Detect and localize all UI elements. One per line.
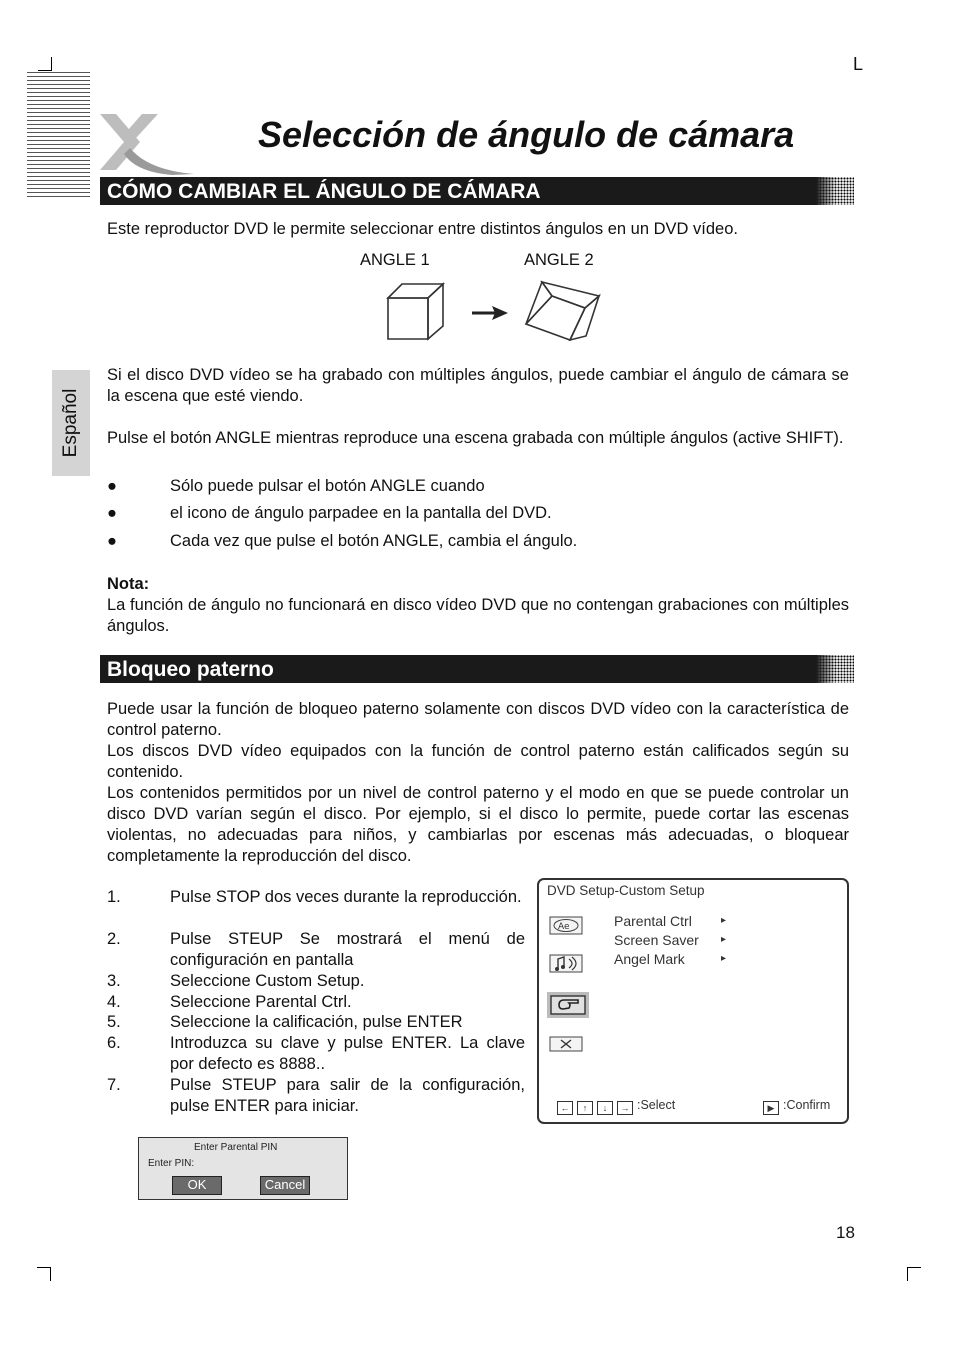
crop-mark-bl-v bbox=[50, 1267, 51, 1281]
angle1-label: ANGLE 1 bbox=[360, 251, 430, 269]
arrow-up-key-icon: ↑ bbox=[577, 1101, 593, 1115]
setup-menu-title: DVD Setup-Custom Setup bbox=[547, 883, 705, 898]
section-heading: Bloqueo paterno bbox=[107, 658, 274, 681]
step-text: Seleccione Parental Ctrl. bbox=[170, 993, 352, 1011]
bullet-text: el icono de ángulo parpadee en la pantalla del DVD. bbox=[170, 504, 552, 522]
pin-dialog-title: Enter Parental PIN bbox=[194, 1142, 278, 1153]
crop-mark-tl-v bbox=[51, 57, 52, 71]
heading-bar-dot-pattern bbox=[816, 655, 854, 683]
page-number: 18 bbox=[836, 1223, 855, 1242]
note-text: La función de ángulo no funcionará en disco vídeo DVD que no contengan grabaciones con múltiples ángulos. bbox=[107, 596, 849, 635]
step-text: Pulse STOP dos veces durante la reproducción. bbox=[170, 888, 522, 906]
step-number: 4. bbox=[107, 993, 121, 1011]
crop-mark-br-v bbox=[907, 1267, 908, 1281]
step-number: 1. bbox=[107, 888, 121, 906]
crop-mark-br-h bbox=[907, 1267, 921, 1268]
pin-field-label: Enter PIN: bbox=[148, 1158, 195, 1169]
section-heading-bar bbox=[100, 655, 854, 683]
brand-x-logo bbox=[96, 108, 196, 176]
parental-pin-dialog bbox=[138, 1137, 348, 1200]
step-text: Seleccione Custom Setup. bbox=[170, 972, 365, 990]
step-number: 5. bbox=[107, 1013, 121, 1031]
ok-button: OK bbox=[172, 1176, 222, 1195]
heading-bar-dot-pattern bbox=[816, 177, 854, 205]
arrow-left-key-icon: ← bbox=[557, 1101, 573, 1115]
play-key-icon: ▶ bbox=[763, 1101, 779, 1115]
confirm-hint bbox=[763, 1098, 830, 1115]
header-stripes bbox=[27, 72, 90, 200]
section-heading: CÓMO CAMBIAR EL ÁNGULO DE CÁMARA bbox=[107, 180, 541, 203]
crop-mark-bl-h bbox=[37, 1267, 51, 1268]
section-heading-bar bbox=[100, 177, 854, 205]
step-text: Seleccione la calificación, pulse ENTER bbox=[170, 1013, 463, 1031]
angle-cube-diagram bbox=[380, 276, 610, 346]
page-title: Selección de ángulo de cámara bbox=[258, 114, 795, 155]
parental-paragraph-2: Los discos DVD vídeo equipados con la función de control paterno están calificados según su contenido. bbox=[107, 742, 849, 781]
step-number: 6. bbox=[107, 1034, 121, 1052]
corner-letter: L bbox=[853, 54, 864, 74]
exit-icon bbox=[549, 1034, 583, 1054]
bullet-dot: ● bbox=[107, 532, 117, 550]
step-number: 2. bbox=[107, 930, 121, 948]
menu-item-angel-mark: Angel Mark bbox=[614, 951, 685, 967]
submenu-arrow-icon: ▸ bbox=[721, 915, 727, 926]
arrow-right-icon bbox=[472, 306, 508, 320]
bullet-dot: ● bbox=[107, 504, 117, 522]
language-icon-text: Ae bbox=[558, 922, 570, 932]
arrow-down-key-icon: ↓ bbox=[597, 1101, 613, 1115]
menu-item-parental-ctrl: Parental Ctrl bbox=[614, 913, 692, 929]
submenu-arrow-icon: ▸ bbox=[721, 953, 727, 964]
cancel-button: Cancel bbox=[260, 1176, 310, 1195]
confirm-hint-label: :Confirm bbox=[783, 1098, 831, 1112]
step-text: Pulse STEUP para salir de la configuración, pulse ENTER para iniciar. bbox=[170, 1076, 525, 1115]
angle2-label: ANGLE 2 bbox=[524, 251, 594, 269]
custom-setup-hand-icon bbox=[547, 992, 589, 1018]
arrow-right-key-icon: → bbox=[617, 1101, 633, 1115]
parental-paragraph-3: Los contenidos permitidos por un nivel de control paterno y el modo en que se puede controlar un disco DVD varían según el disco. Por ejemplo, si el disco lo permite, puede cortar las escenas violentas, no adecuadas para niños, y cambiarlas por escenas más adecuadas, o bloquear completamente la reproducción del disco. bbox=[107, 784, 849, 865]
cube-rotated-icon bbox=[526, 282, 599, 340]
submenu-arrow-icon: ▸ bbox=[721, 934, 727, 945]
crop-mark-tl-h bbox=[38, 70, 52, 71]
note-label: Nota: bbox=[107, 575, 150, 593]
language-side-tab bbox=[52, 370, 90, 476]
bullet-dot: ● bbox=[107, 477, 117, 495]
intro-paragraph: Este reproductor DVD le permite seleccionar entre distintos ángulos en un DVD vídeo. bbox=[107, 220, 738, 238]
cube-front-icon bbox=[388, 284, 443, 339]
audio-icon bbox=[549, 954, 583, 974]
angle-paragraph-2: Pulse el botón ANGLE mientras reproduce una escena grabada con múltiple ángulos (active SHIFT). bbox=[107, 429, 844, 447]
bullet-text: Cada vez que pulse el botón ANGLE, cambia el ángulo. bbox=[170, 532, 578, 550]
menu-item-screen-saver: Screen Saver bbox=[614, 932, 699, 948]
step-number: 7. bbox=[107, 1076, 121, 1094]
step-text: Introduzca su clave y pulse ENTER. La clave por defecto es 8888.. bbox=[170, 1034, 525, 1073]
select-hint-label: :Select bbox=[637, 1098, 676, 1112]
bullet-text: Sólo puede pulsar el botón ANGLE cuando bbox=[170, 477, 485, 495]
step-text: Pulse STEUP Se mostrará el menú de configuración en pantalla bbox=[170, 930, 525, 969]
step-number: 3. bbox=[107, 972, 121, 990]
language-label: Español bbox=[60, 388, 81, 458]
parental-paragraph-1: Puede usar la función de bloqueo paterno solamente con discos DVD vídeo con la característica de control paterno. bbox=[107, 700, 849, 739]
select-hint bbox=[557, 1098, 675, 1115]
setup-menu-screenshot bbox=[537, 878, 849, 1124]
angle-paragraph-1: Si el disco DVD vídeo se ha grabado con múltiples ángulos, puede cambiar el ángulo de cámara se la escena que esté viendo. bbox=[107, 366, 849, 405]
language-icon bbox=[549, 916, 583, 936]
